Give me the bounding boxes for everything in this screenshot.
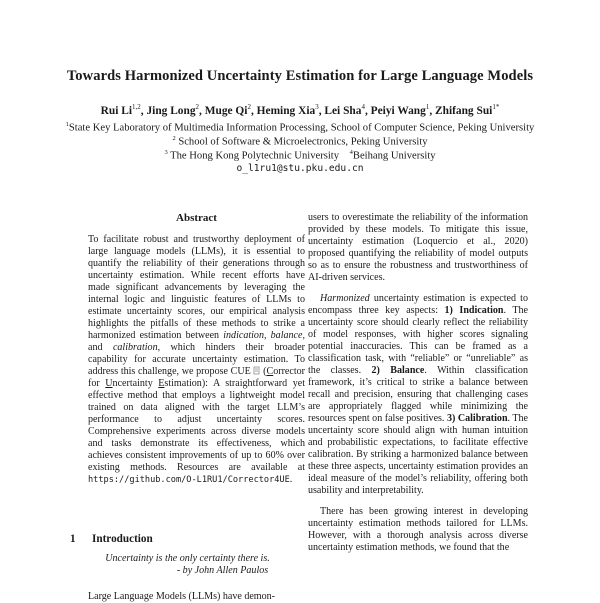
right-paragraph-3: There has been growing interest in developing uncertainty estimation methods tailored for LLMs. However, with a thorough analysis across diverse uncertainty estimation methods, we found that the xyxy=(308,506,528,553)
author-affiliation-mark: 4 xyxy=(361,103,365,111)
author-affiliation-mark: 2 xyxy=(195,103,200,111)
author-affiliation-mark: 3 xyxy=(315,103,319,111)
paper-title: Towards Harmonized Uncertainty Estimation for Large Language Models xyxy=(66,68,534,84)
right-paragraph-1: users to overestimate the reliability of the information provided by these models. To mitigate this issue, uncertainty estimation (Loquercio et al., 2020) proposed quantifying the reliability of model outputs so as to ensure the robustness and trustworthiness of AI-driven services. xyxy=(308,212,528,283)
epigraph-attribution: - by John Allen Paulos xyxy=(176,565,269,576)
right-paragraph-2: Harmonized uncertainty estimation is expected to encompass three key aspects: 1) Indication. The uncertainty score should clearly reflect the reliability of model responses, with higher scores signaling potential inaccuracies. This can be framed as a classification task, with “reliable” or “unreliable” as the classes. 2) Balance. Within classification framework, it’s critical to strike a balance between recall and precision, ensuring that challenging cases are appropriately flagged while minimizing the resources spent on false positives. 3) Calibration. The uncertainty score should align with human intuition and probabilistic expectations, to facilitate effective calibration. By striking a harmonized balance between these three aspects, uncertainty estimation provides an ideal measure of the model’s reliability, offering both usability and interpretability. xyxy=(308,293,529,496)
abstract-body: To facilitate robust and trustworthy deployment of large language models (LLMs), it is essential to quantify the reliability of their generations through uncertainty estimation. While recent efforts have made significant advancements by leveraging the internal logic and linguistic features of LLMs to estimate uncertainty scores, our empirical analysis highlights the pitfalls of these methods to strike a harmonized estimation between indication, balance, and calibration, which hinders their broader capability for accurate uncertainty estimation. To address this challenge, we propose CUE (Corrector for Uncertainty Estimation): A straightforward yet effective method that employs a lightweight model trained on data aligned with the target LLM’s performance to adjust uncertainty scores. Comprehensive experiments across diverse models and tasks demonstrate its effectiveness, which achieves consistent improvements of up to 60% over existing methods. Resources are available at https://github.com/O-L1RU1/Corrector4UE. xyxy=(88,234,305,485)
author-name: Heming Xia xyxy=(256,104,316,117)
author-name: Peiyi Wang xyxy=(370,104,426,117)
section-heading-introduction: 1 Introduction xyxy=(70,533,153,545)
affiliation-line-2: $^2$ School of Software & Microelectronics, Peking University xyxy=(172,135,428,148)
author-name: Zhifang Sui xyxy=(435,104,493,117)
epigraph-quote: Uncertainty is the only certainty there is. xyxy=(105,553,270,564)
author-name: Lei Sha xyxy=(324,104,362,117)
author-name: Muge Qi xyxy=(204,104,248,117)
author-name: Rui Li xyxy=(100,104,133,117)
author-name: Jing Long xyxy=(146,104,196,117)
author-affiliation-mark: 1,2 xyxy=(132,103,141,111)
right-column xyxy=(308,212,528,554)
affiliation-line-3: $^3$ The Hong Kong Polytechnic University $^4$Beihang University xyxy=(164,149,436,162)
author-list: Rui Li$^{1,2}$, Jing Long$^2$, Muge Qi$^2$, Heming Xia$^3$, Lei Sha$^4$, Peiyi Wang$^1$, Zhifang Sui$^{1*}$ xyxy=(100,103,500,117)
abstract-column xyxy=(88,212,305,486)
author-affiliation-mark: 2 xyxy=(247,103,251,111)
author-affiliation-mark: 1* xyxy=(492,103,500,111)
contact-email[interactable]: o_l1ru1@stu.pku.edu.cn xyxy=(236,163,364,174)
abstract-heading: Abstract xyxy=(176,212,217,224)
intro-paragraph-start: Large Language Models (LLMs) have demon- xyxy=(88,591,276,602)
author-affiliation-mark: 1 xyxy=(425,103,430,111)
github-link[interactable]: https://github.com/O-L1RU1/Corrector4UE xyxy=(88,475,290,485)
affiliation-line-1: $^1$State Key Laboratory of Multimedia Information Processing, School of Computer Science, Peking University xyxy=(65,121,535,134)
